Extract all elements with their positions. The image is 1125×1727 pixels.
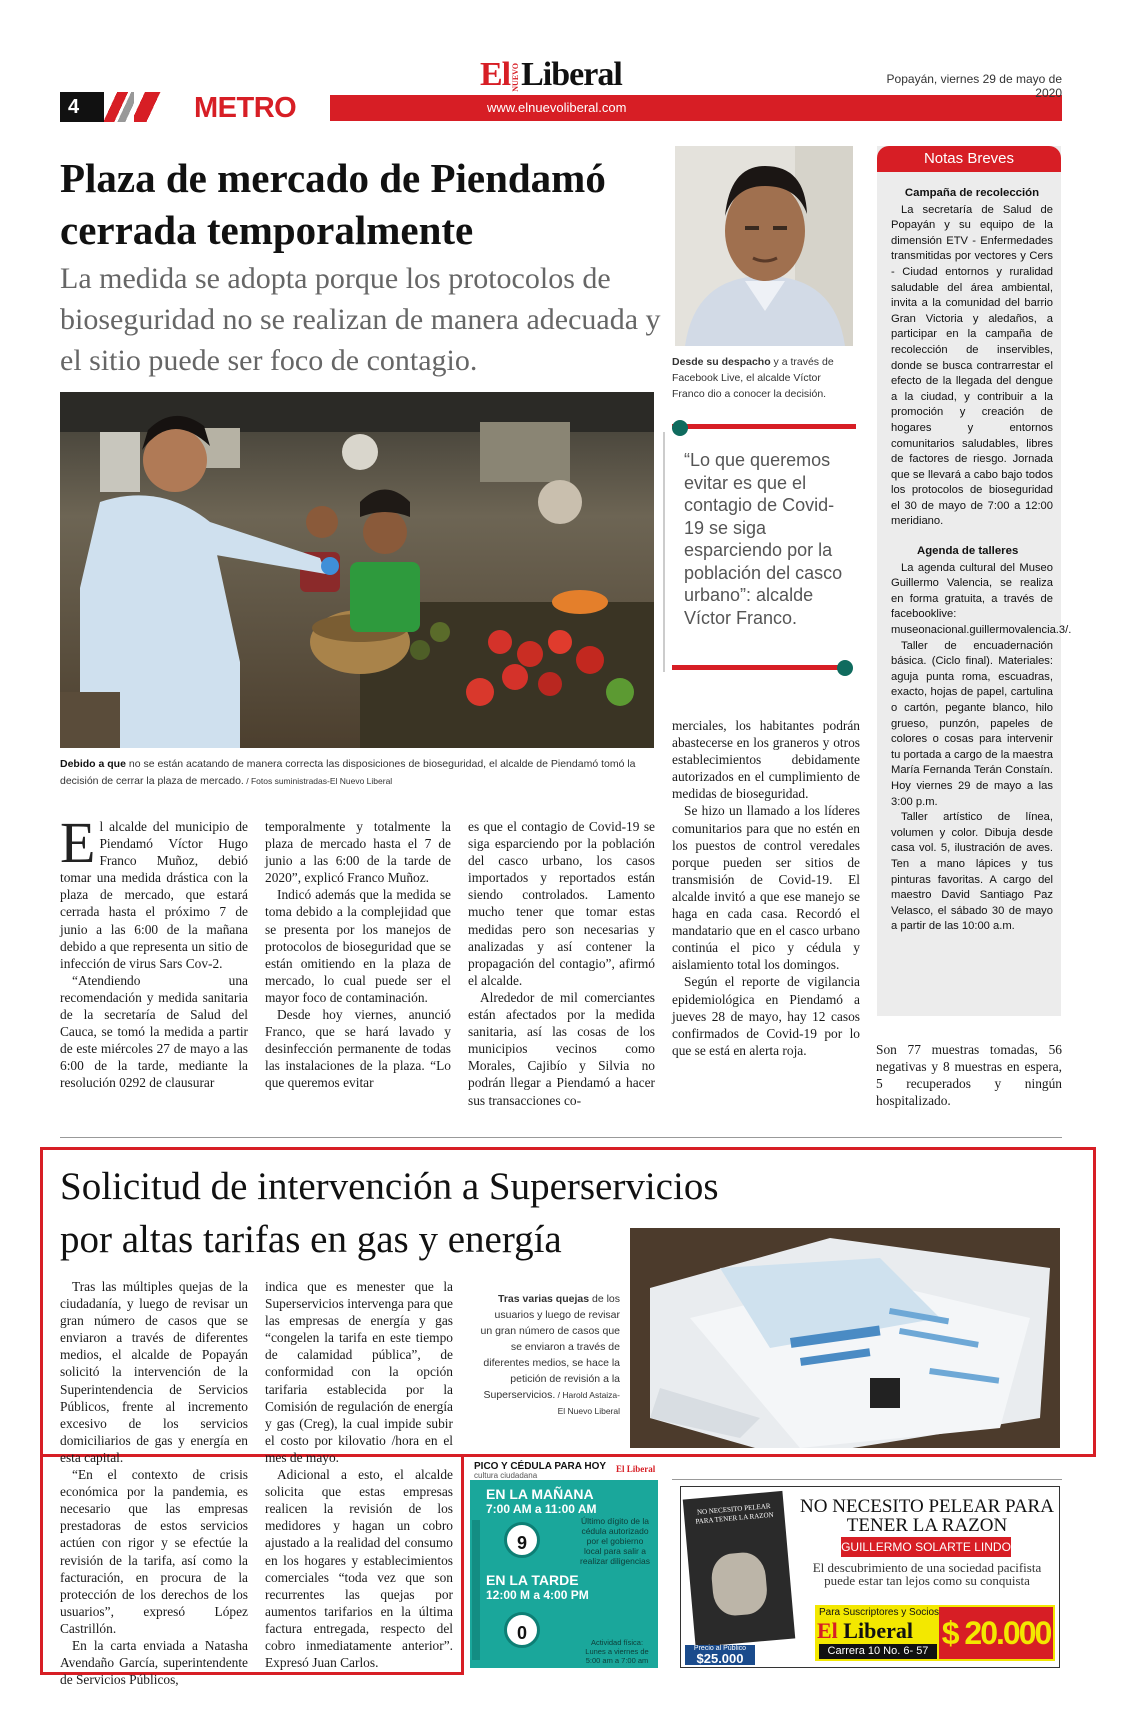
main-article-column-1 <box>60 810 248 1092</box>
main-deck: La medida se adopta porque los protocolos de bioseguridad no se realizan de manera adecuada y el sitio puede ser foco de contagio. <box>60 262 661 377</box>
logo-liberal: Liberal <box>843 1618 913 1643</box>
book-author: GUILLERMO SOLARTE LINDO <box>841 1537 1011 1557</box>
article-paragraph: “En el contexto de crisis económica por la pandemia, es necesario que las empresas prestadoras de estos servicios actúen con rigor y se efectúe la revisión de la tarifa, así como la facturación, en procura de la protección de los derechos de los usuarios”, expresó López Castrillón. <box>60 1467 248 1636</box>
article-paragraph: merciales, los habitantes podrán abastecerse en los graneros y otros establecimientos debidamente autorizados en el cumplimiento de medidas de bioseguridad. <box>672 718 860 802</box>
section-title: METRO <box>194 92 297 124</box>
drop-cap: E <box>60 810 96 875</box>
ad-header <box>470 1460 658 1480</box>
caption-lead: Debido a que <box>60 758 126 770</box>
market-photo <box>60 392 654 748</box>
logo-el: El <box>480 56 511 93</box>
book-ad[interactable] <box>680 1486 1060 1668</box>
main-headline: Plaza de mercado de Piendamó cerrada temporalmente <box>60 155 606 253</box>
brief-text: Taller artístico de línea, volumen y color. Dibuja desde casa vol. 5, ilustración de aves. Ten a mano lápices y tus pinturas favoritas. A cargo del maestro David Santiago Paz Velasco, el sábado 30 de mayo a partir de las 10:00 a.m. <box>891 811 1053 933</box>
morning-label: EN LA MAÑANA <box>486 1486 594 1502</box>
article-paragraph: Alrededor de mil comerciantes están afectados por la medida sanitaria, así las cosas de los municipios vecinos como Morales, Cajibío y Silvia no podrán llegar a Piendamó a hacer sus transacciones co- <box>468 989 655 1108</box>
website-url[interactable]: www.elnuevoliberal.com <box>487 100 627 115</box>
book-cover-title: NO NECESITO PELEAR PARA TENER LA RAZON <box>695 1502 774 1526</box>
brief-title: Agenda de talleres <box>917 545 1019 558</box>
header-stripe-decoration <box>104 92 134 122</box>
ad-activity-text: Actividad física: Lunes a viernes de 5:00 am a 7:00 am <box>585 1638 649 1665</box>
second-article-column-1 <box>60 1278 248 1688</box>
subscriber-label: Para Suscriptores y Socios <box>819 1607 940 1618</box>
bill-photo-caption <box>480 1291 620 1419</box>
newspaper-logo[interactable] <box>480 56 622 94</box>
article-paragraph: “Atendiendo una recomendación y medida sanitaria de la secretaría de Salud del Cauca, se tomó la medida a partir de este miércoles 27 de mayo a las 6:00 de la tarde, mediante la resolución 0292 de clausurar <box>60 972 248 1091</box>
ad-subtitle: cultura ciudadana <box>474 1471 538 1480</box>
article-paragraph: Adicional a esto, el alcalde solicita que estas empresas realicen la revisión de los medidores y hagan un cobro ajustado a la realidad del consumo en los hogares y establecimientos comerciales “toda vez que son recurrentes las quejas por aumentos tarifarios en la última factura entregada, respecto del cobro inmediatamente anterior”. Expresó Juan Carlos. <box>265 1467 453 1671</box>
caption-text: y a través de Facebook Live, el alcalde Víctor Franco dio a conocer la decisión. <box>672 356 834 400</box>
pull-quote-dot <box>672 420 688 436</box>
logo-nuevo: NUEVO <box>511 62 521 92</box>
brief-title: Campaña de recolección <box>904 187 1040 199</box>
article-paragraph: En la carta enviada a Natasha Avendaño García, superintendente de Servicios Públicos, <box>60 1637 248 1688</box>
subscriber-offer <box>815 1605 1055 1661</box>
pull-quote: “Lo que queremos evitar es que el contagio de Covid-19 se siga esparciendo por la población del casco urbano”: alcalde Víctor Franco. <box>684 450 843 628</box>
pull-quote-border <box>663 432 665 672</box>
dateline: Popayán, viernes 29 de mayo de 2020 <box>886 72 1062 100</box>
notas-breves-content <box>891 182 1072 935</box>
article-paragraph: indica que es menester que la Superservicios intervenga para que las empresas de energía y gas “congelen la tarifa en este tiempo de calamidad pública”, de conformidad con la opción tarifaria establecida por la Comisión de regulación de energía y gas (Creg), la cual impide subir el costo por kilovatio /hora en el mes de mayo. <box>265 1279 453 1465</box>
book-cover <box>683 1491 796 1647</box>
paragraph-text: l alcalde del municipio de Piendamó Víctor Hugo Franco Muñoz, debió tomar una medida drástica con la plaza de mercado, que estará cerrada hasta el próximo 7 de junio a las 6:00 de la mañana debido a que representa un sitio de infección de virus Sars Cov-2. <box>60 819 248 971</box>
afternoon-time: 12:00 M a 4:00 PM <box>486 1588 589 1602</box>
main-article-column-2 <box>265 818 451 1092</box>
article-paragraph: Según el reporte de vigilancia epidemiológica en Piendamó a jueves 28 de mayo, hay 12 casos confirmados de Covid-19 por lo que se está en alerta roja. <box>672 974 860 1058</box>
public-price-value: $25.000 <box>696 1651 744 1666</box>
pull-quote-bottom-rule <box>672 665 847 670</box>
article-paragraph: Se hizo un llamado a los líderes comunitarios para que no estén en los puestos de control veredales porque pueden ser sitios de transmisión de Covid-19. El alcalde invitó a que ese manejo se haga en cada casa. Recordó el mandatario que en el casco urbano continúa el pico y cédula y aislamiento total los domingos. <box>672 803 860 973</box>
article-paragraph: es que el contagio de Covid-19 se siga esparciendo por la población del casco urbano, los casos importados y reportados están siendo controlados. Lamento mucho tener que tomar estas medidas pero son necesarias y analizadas y así contener la propagación del contagio”, afirmó el alcalde. <box>468 819 655 988</box>
article-paragraph <box>60 810 248 972</box>
mayor-photo-caption <box>672 354 850 402</box>
brief-text: Taller de encuadernación básica. (Ciclo final). Materiales: aguja punta roma, escuadras, exacto, hojas de papel, cartulina o cartón, pegante blanco, hilo grueso, punzón, papeles de colores o cosas para intervenir tu portada a cargo de la maestra María Fernanda Terán Constaín. Hoy viernes 29 de mayo a las 3:00 p.m. <box>891 639 1053 808</box>
caption-text: de los usuarios y luego de revisar un gran número de casos que se enviaron a través de diferentes medios, se hace la petición de revisión a la Superservicios. <box>480 1293 620 1401</box>
ad-side-strip <box>472 1520 480 1660</box>
afternoon-label: EN LA TARDE <box>486 1572 579 1588</box>
book-cover-image <box>710 1551 769 1617</box>
article-paragraph: Desde hoy viernes, anunció Franco, que se hará lavado y desinfección permanente de todas las instalaciones de la plaza. “Lo que queremos evitar <box>265 1007 451 1091</box>
bills-illustration <box>630 1228 1060 1448</box>
ad-logo: El Liberal <box>616 1464 656 1474</box>
ad-address: Carrera 10 No. 6- 57 <box>819 1644 937 1659</box>
morning-time: 7:00 AM a 11:00 AM <box>486 1502 597 1516</box>
caption-lead: Desde su despacho <box>672 356 771 368</box>
ad-side-text: Último dígito de la cédula autorizado por el gobierno local para salir a realizar diligencias <box>580 1516 650 1566</box>
notas-breves-title: Notas Breves <box>877 146 1061 172</box>
morning-digit: 9 <box>504 1522 540 1558</box>
main-article-tail: Son 77 muestras tomadas, 56 negativas y 8 muestras en espera, 5 recuperados y ningún hospitalizado. <box>876 1042 1062 1108</box>
market-photo-illustration <box>60 392 654 748</box>
book-description: El descubrimiento de una sociedad pacifista puede estar tan lejos como su conquista <box>812 1560 1042 1588</box>
header-stripe-decoration <box>134 92 164 122</box>
section-divider <box>60 1137 1062 1138</box>
utility-bills-photo <box>630 1228 1060 1448</box>
subscriber-price: $ 20.000 <box>939 1607 1053 1659</box>
article-paragraph: Indicó además que la medida se toma debido a la complejidad que se presenta por los manejos de protocolos de bioseguridad que se están omitiendo en la plaza de mercado, lo cual puede ser el mayor foco de contaminación. <box>265 887 451 1005</box>
ad-newspaper-logo <box>817 1618 913 1644</box>
ad-title: PICO Y CÉDULA PARA HOY <box>474 1461 607 1472</box>
ad-rule <box>672 1479 1062 1480</box>
brief-text: La agenda cultural del Museo Guillermo Valencia, se realiza en forma gratuita, a través de facebooklive: museonacional.guillermovalencia.3/. <box>891 561 1072 637</box>
second-article-column-2 <box>265 1278 453 1671</box>
pico-y-cedula-ad <box>470 1460 658 1668</box>
pull-quote-top-rule <box>672 424 856 429</box>
main-photo-caption <box>60 756 660 790</box>
logo-liberal: Liberal <box>521 56 622 93</box>
mayor-portrait <box>675 146 853 346</box>
mayor-photo <box>675 146 853 346</box>
public-price <box>685 1645 755 1665</box>
pull-quote-dot <box>837 660 853 676</box>
brief-text: La secretaría de Salud de Popayán y su equipo de la dimensión ETV - Enfermedades transmitidas por vectores y Cers - Ciudad entornos y ruralidad saludable del área ambiental, invita a la comunidad del barrio Gran Victoria y aledaños, a participar en la campaña de recolección de inservibles, donde se busca contrarrestar el efecto de la llegada del dengue a la ciudad, y contribuir a la promoción y creación de hogares y entornos comunitarios saludables, libres de factores de riesgo. Jornada que se llevará a cabo bajo todos los protocolos de bioseguridad el 30 de mayo de 7:00 a 12:00 meridiano. <box>891 203 1053 528</box>
photo-credit: / Harold Astaiza-El Nuevo Liberal <box>555 1390 620 1416</box>
page-number: 4 <box>60 92 104 122</box>
main-article-column-3 <box>468 818 655 1109</box>
article-paragraph: Tras las múltiples quejas de la ciudadanía, y luego de revisar un gran número de casos que se enviaron a través de diferentes medios, el alcalde de Popayán solicitó la intervención de la Superintendencia de Servicios Públicos, frente al incremento excesivo de los servicios domiciliarios de gas y energía en esta capital. <box>60 1279 248 1465</box>
public-price-label: Precio al Público <box>693 1645 747 1652</box>
article-paragraph: temporalmente y totalmente la plaza de mercado hasta el 7 de junio a las 6:00 de la tarde de 2020”, explicó Franco Muñoz. <box>265 819 451 886</box>
caption-lead: Tras varias quejas <box>498 1293 590 1305</box>
caption-text: no se están acatando de manera correcta las disposiciones de bioseguridad, el alcalde de Piendamó tomó la decisión de cerrar la plaza de mercado. <box>60 758 636 787</box>
afternoon-digit: 0 <box>504 1612 540 1648</box>
photo-credit: / Fotos suministradas-El Nuevo Liberal <box>243 776 393 786</box>
second-headline: Solicitud de intervención a Superservicios por altas tarifas en gas y energía <box>60 1165 719 1261</box>
main-article-column-4 <box>672 717 860 1059</box>
logo-el: El <box>817 1618 838 1643</box>
book-title: NO NECESITO PELEAR PARA TENER LA RAZON <box>800 1496 1054 1536</box>
